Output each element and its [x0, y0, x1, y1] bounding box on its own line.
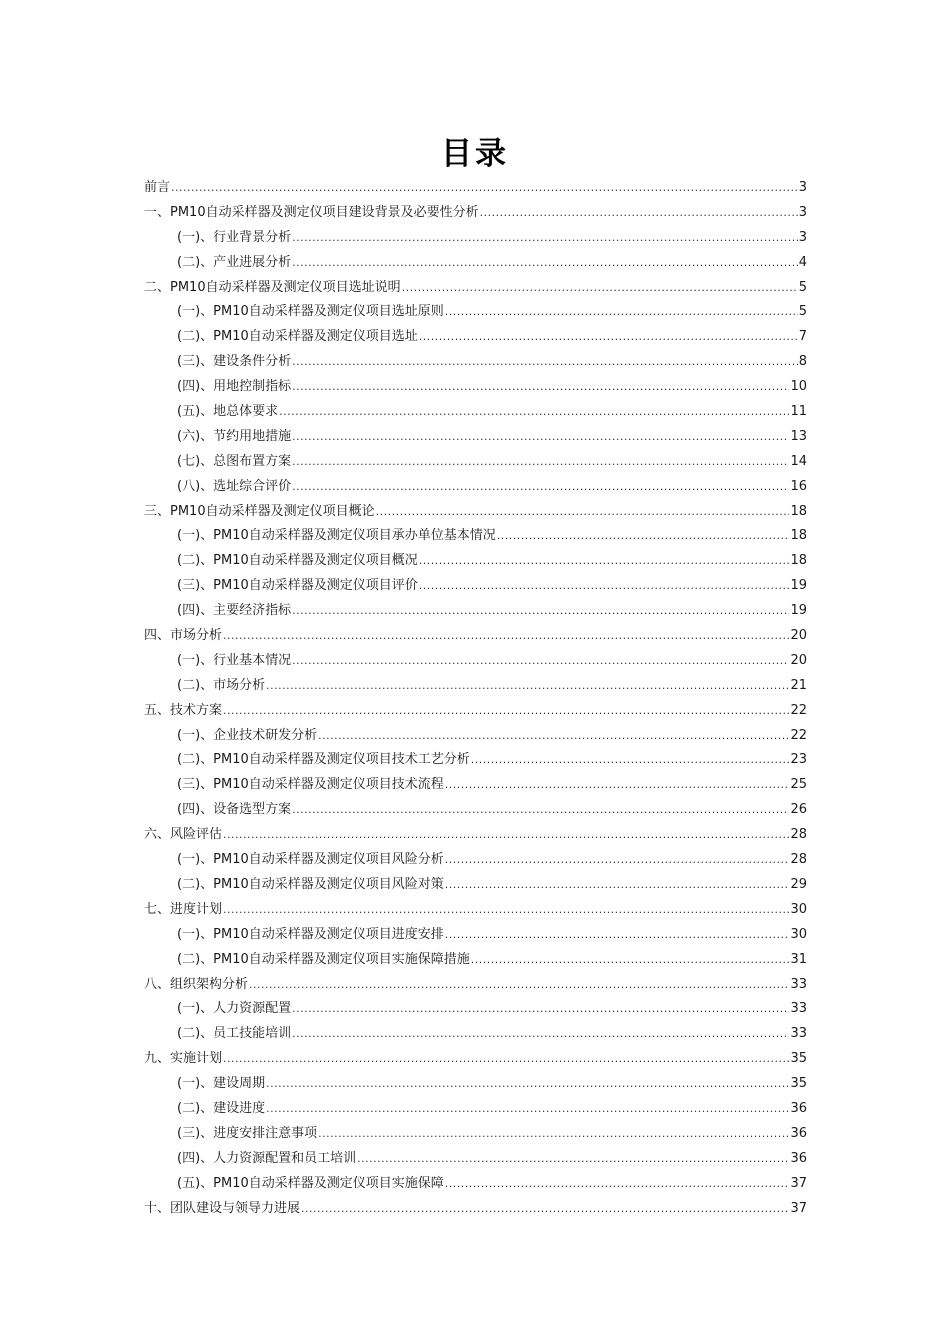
toc-entry-page-number: 33	[790, 1001, 807, 1017]
toc-dot-leader	[376, 500, 790, 525]
toc-entry-label: (八)、选址综合评价	[177, 478, 292, 494]
toc-entry-page-number: 37	[790, 1200, 807, 1216]
toc-entry-label: (四)、用地控制指标	[177, 379, 292, 395]
toc-entry[interactable]	[144, 325, 807, 350]
toc-dot-leader	[292, 226, 798, 251]
toc-entry-label: (一)、PM10自动采样器及测定仪项目选址原则	[177, 304, 444, 320]
toc-entry[interactable]	[144, 524, 807, 549]
toc-entry[interactable]	[144, 1097, 807, 1122]
toc-dot-leader	[292, 475, 789, 500]
toc-entry-label: 前言	[144, 180, 171, 195]
toc-entry[interactable]	[144, 649, 807, 674]
toc-entry[interactable]	[144, 1047, 807, 1072]
toc-entry[interactable]	[144, 699, 807, 724]
toc-entry-label: (二)、PM10自动采样器及测定仪项目概况	[177, 553, 418, 569]
toc-entry-label: 一、PM10自动采样器及测定仪项目建设背景及必要性分析	[144, 204, 479, 220]
toc-entry-label: 十、团队建设与领导力进展	[144, 1200, 301, 1216]
toc-entry-label: (一)、建设周期	[177, 1076, 266, 1092]
toc-entry-page-number: 29	[790, 876, 807, 892]
toc-dot-leader	[292, 599, 789, 624]
toc-dot-leader	[445, 1172, 790, 1197]
toc-entry-label: (四)、主要经济指标	[177, 603, 292, 619]
toc-entry[interactable]	[144, 1122, 807, 1147]
toc-entry[interactable]	[144, 948, 807, 973]
toc-dot-leader	[171, 176, 798, 201]
toc-entry-page-number: 18	[790, 503, 807, 519]
toc-entry-page-number: 35	[790, 1076, 807, 1092]
toc-entry-label: (一)、人力资源配置	[177, 1001, 292, 1017]
toc-entry-label: (一)、PM10自动采样器及测定仪项目进度安排	[177, 926, 444, 942]
toc-dot-leader	[249, 973, 789, 998]
toc-entry-page-number: 14	[790, 453, 807, 469]
toc-entry-label: (四)、设备选型方案	[177, 802, 292, 818]
toc-entry[interactable]	[144, 773, 807, 798]
toc-entry-label: (二)、PM10自动采样器及测定仪项目风险对策	[177, 876, 444, 892]
toc-entry-page-number: 5	[798, 304, 807, 320]
toc-entry-page-number: 18	[790, 553, 807, 569]
toc-entry[interactable]	[144, 1172, 807, 1197]
toc-dot-leader	[357, 1147, 789, 1172]
toc-entry-label: 九、实施计划	[144, 1051, 223, 1067]
toc-entry[interactable]	[144, 599, 807, 624]
toc-entry-page-number: 28	[790, 852, 807, 868]
toc-entry-page-number: 7	[798, 329, 807, 345]
toc-entry[interactable]	[144, 425, 807, 450]
toc-entry[interactable]	[144, 251, 807, 276]
toc-entry-label: (五)、PM10自动采样器及测定仪项目实施保障	[177, 1175, 444, 1191]
toc-entry-label: (二)、市场分析	[177, 677, 266, 693]
toc-dot-leader	[292, 1022, 789, 1047]
toc-entry-page-number: 19	[790, 578, 807, 594]
toc-entry-page-number: 4	[798, 254, 807, 270]
toc-entry[interactable]	[144, 823, 807, 848]
toc-dot-leader	[223, 699, 789, 724]
toc-entry-page-number: 33	[790, 1026, 807, 1042]
toc-entry[interactable]	[144, 1197, 807, 1222]
toc-dot-leader	[223, 823, 789, 848]
toc-entry-page-number: 20	[790, 652, 807, 668]
toc-entry-page-number: 3	[798, 180, 807, 195]
toc-entry-label: 三、PM10自动采样器及测定仪项目概论	[144, 503, 375, 519]
toc-entry-page-number: 21	[790, 677, 807, 693]
toc-entry-page-number: 18	[790, 528, 807, 544]
toc-dot-leader	[445, 300, 798, 325]
toc-entry-label: 五、技术方案	[144, 702, 223, 718]
toc-entry[interactable]	[144, 500, 807, 525]
toc-dot-leader	[266, 1072, 789, 1097]
toc-dot-leader	[419, 574, 790, 599]
toc-entry-label: (二)、员工技能培训	[177, 1026, 292, 1042]
toc-entry[interactable]	[144, 848, 807, 873]
toc-title: 目录	[441, 136, 509, 172]
toc-entry-page-number: 33	[790, 976, 807, 992]
toc-dot-leader	[223, 1047, 789, 1072]
toc-entry-page-number: 28	[790, 827, 807, 843]
toc-entry[interactable]	[144, 400, 807, 425]
toc-entry-page-number: 22	[790, 702, 807, 718]
toc-entry-page-number: 16	[790, 478, 807, 494]
toc-entry[interactable]	[144, 176, 807, 201]
toc-entry-page-number: 13	[790, 428, 807, 444]
toc-entry-page-number: 3	[798, 229, 807, 245]
toc-dot-leader	[445, 773, 790, 798]
toc-entry[interactable]	[144, 873, 807, 898]
toc-entry-label: (一)、行业背景分析	[177, 229, 292, 245]
toc-entry-page-number: 35	[790, 1051, 807, 1067]
toc-dot-leader	[292, 375, 789, 400]
toc-entry[interactable]	[144, 300, 807, 325]
toc-dot-leader	[419, 325, 798, 350]
toc-entry-label: (五)、地总体要求	[177, 404, 279, 420]
toc-entry-label: (三)、PM10自动采样器及测定仪项目评价	[177, 578, 418, 594]
toc-entry-label: (一)、PM10自动采样器及测定仪项目风险分析	[177, 852, 444, 868]
toc-entry-label: (一)、企业技术研发分析	[177, 727, 318, 743]
toc-entry[interactable]	[144, 549, 807, 574]
toc-dot-leader	[497, 524, 790, 549]
toc-dot-leader	[402, 276, 798, 301]
toc-entry-label: (三)、PM10自动采样器及测定仪项目技术流程	[177, 777, 444, 793]
toc-dot-leader	[480, 201, 798, 226]
toc-entry[interactable]	[144, 375, 807, 400]
toc-entry[interactable]	[144, 1147, 807, 1172]
toc-entry-page-number: 20	[790, 628, 807, 644]
toc-dot-leader	[419, 549, 790, 574]
toc-entry-label: (四)、人力资源配置和员工培训	[177, 1150, 357, 1166]
toc-entry-label: (二)、PM10自动采样器及测定仪项目实施保障措施	[177, 951, 470, 967]
toc-entry-page-number: 5	[798, 279, 807, 295]
toc-entry-page-number: 36	[790, 1125, 807, 1141]
toc-entry[interactable]	[144, 748, 807, 773]
toc-entry-label: (六)、节约用地措施	[177, 428, 292, 444]
toc-entry[interactable]	[144, 1072, 807, 1097]
toc-dot-leader	[471, 748, 790, 773]
toc-entry[interactable]	[144, 1022, 807, 1047]
toc-dot-leader	[292, 649, 789, 674]
toc-dot-leader	[266, 1097, 789, 1122]
toc-dot-leader	[223, 624, 789, 649]
toc-entry-label: (二)、产业进展分析	[177, 254, 292, 270]
toc-list	[144, 176, 807, 1221]
toc-dot-leader	[266, 674, 789, 699]
toc-dot-leader	[292, 425, 789, 450]
toc-entry-page-number: 31	[790, 951, 807, 967]
toc-entry-label: 六、风险评估	[144, 827, 223, 843]
toc-entry-label: 八、组织架构分析	[144, 976, 249, 992]
toc-entry-label: 七、进度计划	[144, 901, 223, 917]
toc-entry-page-number: 23	[790, 752, 807, 768]
toc-entry-page-number: 19	[790, 603, 807, 619]
toc-dot-leader	[292, 798, 789, 823]
toc-entry-page-number: 3	[798, 204, 807, 220]
toc-entry-page-number: 36	[790, 1150, 807, 1166]
toc-dot-leader	[279, 400, 789, 425]
toc-entry[interactable]	[144, 997, 807, 1022]
toc-entry[interactable]	[144, 201, 807, 226]
toc-entry[interactable]	[144, 276, 807, 301]
toc-entry-page-number: 10	[790, 379, 807, 395]
toc-entry-page-number: 30	[790, 926, 807, 942]
toc-entry-label: (二)、建设进度	[177, 1100, 266, 1116]
toc-entry-label: (三)、进度安排注意事项	[177, 1125, 318, 1141]
toc-entry-label: 四、市场分析	[144, 628, 223, 644]
toc-entry-page-number: 8	[798, 354, 807, 370]
toc-entry[interactable]	[144, 798, 807, 823]
toc-entry[interactable]	[144, 350, 807, 375]
toc-entry-label: (二)、PM10自动采样器及测定仪项目技术工艺分析	[177, 752, 470, 768]
toc-dot-leader	[471, 948, 790, 973]
toc-dot-leader	[292, 350, 798, 375]
toc-entry[interactable]	[144, 226, 807, 251]
toc-entry-page-number: 36	[790, 1100, 807, 1116]
toc-entry-page-number: 37	[790, 1175, 807, 1191]
toc-entry[interactable]	[144, 724, 807, 749]
toc-dot-leader	[292, 997, 789, 1022]
toc-entry[interactable]	[144, 923, 807, 948]
toc-dot-leader	[445, 923, 790, 948]
toc-entry-label: (三)、建设条件分析	[177, 354, 292, 370]
toc-entry-label: (二)、PM10自动采样器及测定仪项目选址	[177, 329, 418, 345]
toc-entry-page-number: 26	[790, 802, 807, 818]
toc-entry-label: (一)、PM10自动采样器及测定仪项目承办单位基本情况	[177, 528, 496, 544]
toc-entry-label: 二、PM10自动采样器及测定仪项目选址说明	[144, 279, 401, 295]
toc-entry[interactable]	[144, 450, 807, 475]
toc-entry-page-number: 25	[790, 777, 807, 793]
toc-dot-leader	[445, 873, 790, 898]
toc-dot-leader	[292, 450, 789, 475]
toc-dot-leader	[223, 898, 789, 923]
toc-entry[interactable]	[144, 898, 807, 923]
toc-entry-page-number: 30	[790, 901, 807, 917]
toc-entry-page-number: 22	[790, 727, 807, 743]
toc-entry-page-number: 11	[790, 404, 807, 420]
toc-dot-leader	[445, 848, 790, 873]
toc-entry[interactable]	[144, 475, 807, 500]
toc-entry-label: (七)、总图布置方案	[177, 453, 292, 469]
toc-dot-leader	[318, 1122, 789, 1147]
toc-dot-leader	[318, 724, 789, 749]
toc-dot-leader	[301, 1197, 789, 1222]
toc-entry[interactable]	[144, 973, 807, 998]
toc-entry-label: (一)、行业基本情况	[177, 652, 292, 668]
toc-entry[interactable]	[144, 674, 807, 699]
toc-entry[interactable]	[144, 574, 807, 599]
toc-dot-leader	[292, 251, 798, 276]
toc-entry[interactable]	[144, 624, 807, 649]
